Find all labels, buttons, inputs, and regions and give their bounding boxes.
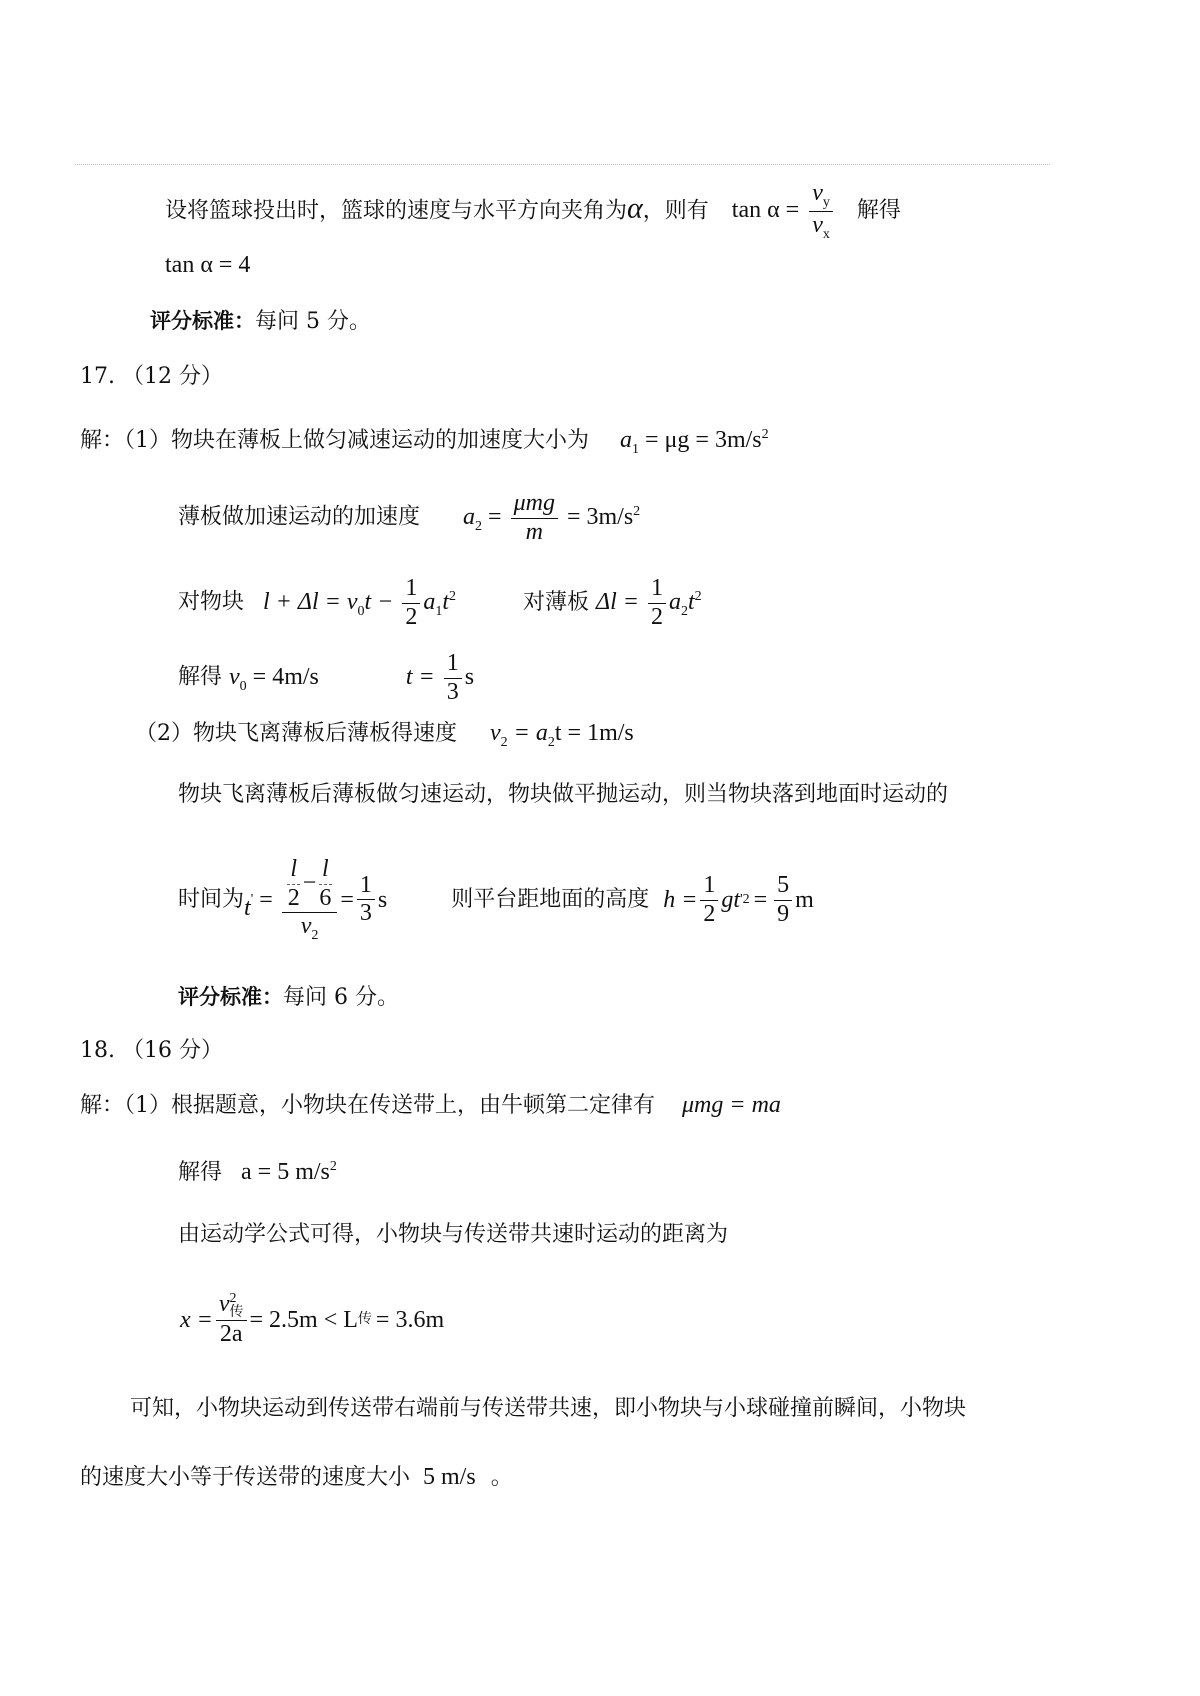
numerator: l — [319, 856, 332, 885]
fraction-half — [648, 575, 666, 631]
fraction-half — [402, 575, 420, 631]
period: 。 — [490, 1465, 513, 1490]
velocity-ratio-fraction — [809, 180, 833, 243]
eq-rest: = 3m/s — [566, 503, 634, 530]
q18-conclusion-text-2 — [80, 1462, 513, 1493]
unit: s — [377, 886, 388, 913]
equals: = — [259, 886, 273, 913]
var: v — [218, 1291, 230, 1318]
eq-part: a — [423, 588, 436, 615]
q17-projectile-text: 物块飞离薄板后薄板做匀速运动，物块做平抛运动，则当物块落到地面时运动的 — [178, 782, 949, 807]
sub: 2 — [475, 518, 483, 534]
sub: 传 — [229, 1304, 244, 1320]
eq-part: t — [688, 588, 695, 615]
eq-plate — [596, 575, 702, 630]
vy-sub: y — [822, 194, 830, 210]
fraction — [216, 1291, 247, 1348]
equals: = — [340, 886, 354, 913]
eq-part: Δl = — [596, 588, 639, 615]
numerator: 5 — [774, 872, 792, 901]
numerator: 1 — [357, 872, 375, 901]
score-standard-16 — [150, 306, 371, 337]
text-line-angle-setup — [165, 180, 901, 243]
score-text: 每问 5 分。 — [255, 309, 371, 334]
q18-distance-equation — [180, 1285, 444, 1355]
eq-part: x = — [180, 1307, 213, 1333]
sup: 2 — [694, 588, 702, 604]
score-label: 评分标准： — [150, 309, 255, 333]
q17-plate-accel — [178, 490, 640, 546]
eq-rest: = 4m/s — [252, 663, 319, 690]
eq-a2 — [463, 490, 641, 545]
eq-part: gt — [721, 887, 741, 913]
line-text: 薄板做加速运动的加速度 — [178, 504, 421, 530]
line-text: 时间为 — [178, 887, 245, 912]
line-text: 对薄板 — [523, 589, 590, 615]
score-text: 每问 6 分。 — [283, 985, 399, 1010]
equals: = — [753, 887, 768, 913]
q18-kinematics-text: 由运动学公式可得，小物块与传送带共速时运动的距离为 — [178, 1222, 729, 1247]
line-text: 对物块 — [178, 589, 245, 615]
header-dotted-rule — [75, 164, 1050, 165]
denominator: 2a — [219, 1320, 243, 1347]
fraction-five-ninths — [774, 872, 792, 928]
q17-part1-accel-block — [80, 420, 769, 465]
denominator: 6 — [319, 884, 332, 911]
fraction-third — [357, 872, 375, 928]
sup: ' — [250, 891, 254, 907]
q18-solve-a — [178, 1152, 337, 1188]
denominator: 2 — [703, 900, 716, 927]
fraction-third — [444, 650, 462, 706]
eq-part: t — [442, 588, 450, 615]
eq-a — [241, 1159, 337, 1185]
eq-part: t − — [364, 588, 394, 615]
line-text: 设将篮球投出时，篮球的速度与水平方向夹角为 — [165, 198, 628, 224]
sub: 0 — [239, 678, 247, 694]
fraction — [285, 856, 303, 912]
fraction-half — [700, 872, 718, 928]
numerator: 1 — [700, 872, 718, 901]
line-text: 解得 — [178, 664, 223, 690]
sup: 2 — [449, 588, 457, 604]
question-18-heading: 18. （16 分） — [80, 1038, 223, 1063]
sub: 2 — [311, 927, 319, 943]
eq-v2 — [490, 720, 634, 750]
denominator: m — [525, 518, 543, 545]
q17-part2-plate-speed — [135, 718, 634, 758]
q17-block-plate-equations — [178, 575, 702, 631]
vx: v — [812, 211, 823, 238]
sup: 2 — [761, 427, 769, 442]
eq-a1 — [620, 427, 769, 457]
sub: 1 — [632, 441, 639, 457]
sub: 0 — [357, 603, 365, 619]
denominator: 3 — [446, 678, 459, 705]
numerator: l — [287, 856, 300, 885]
var: v — [300, 913, 312, 940]
eq-block — [263, 575, 457, 630]
tan-expression: tan α = — [731, 197, 800, 224]
vy: v — [812, 180, 823, 206]
minus: − — [302, 870, 317, 897]
line-text: 解：（1）物块在薄板上做匀减速运动的加速度大小为 — [80, 428, 589, 453]
numerator: μmg — [511, 490, 558, 519]
sub: 传 — [357, 1312, 372, 1327]
eq-newton: μmg = ma — [682, 1092, 781, 1118]
eq-part: = 3.6m — [375, 1307, 445, 1333]
denominator: 2 — [405, 603, 418, 630]
q18-conclusion-text: 可知，小物块运动到传送带右端前与传送带共速，即小物块与小球碰撞前瞬间，小物块 — [130, 1396, 967, 1421]
tan-alpha-result: tan α = 4 — [165, 252, 251, 278]
var: a — [620, 427, 632, 453]
line-text: 则平台距地面的高度 — [451, 887, 650, 912]
q17-solve-v0-t — [178, 650, 474, 706]
vx-sub: x — [822, 226, 830, 242]
sup: '2 — [740, 892, 750, 907]
question-17-heading: 17. （12 分） — [80, 364, 223, 389]
var: a — [463, 503, 476, 530]
line-text: ，则有 — [642, 198, 709, 224]
eq-part: h = — [663, 887, 698, 913]
sub: 2 — [547, 734, 555, 750]
unit: s — [464, 663, 475, 690]
score-standard-17 — [178, 982, 399, 1013]
line-text: 的速度大小等于传送带的速度大小 — [80, 1465, 411, 1490]
q18-part1-newton — [80, 1090, 781, 1121]
eq-part: = a — [513, 720, 548, 746]
eq-time — [244, 856, 387, 944]
fraction — [511, 490, 558, 546]
line-text: 解：（1）根据题意，小物块在传送带上，由牛顿第二定律有 — [80, 1093, 655, 1118]
eq-part: = 2.5m < L — [249, 1307, 358, 1333]
unit: m — [795, 887, 814, 913]
fraction — [316, 856, 334, 912]
denominator: 9 — [777, 900, 790, 927]
numerator: 1 — [444, 650, 462, 679]
eq-part: t = 1m/s — [554, 720, 634, 746]
eq-speed: 5 m/s — [423, 1464, 476, 1490]
eq-t — [405, 650, 475, 705]
eq-part: a — [669, 588, 681, 615]
denominator: 2 — [287, 884, 300, 911]
numerator: 1 — [648, 575, 666, 604]
sub: 1 — [435, 603, 443, 619]
q17-time-height — [178, 850, 814, 950]
var: v — [490, 720, 501, 746]
alpha-symbol: α — [627, 191, 643, 225]
eq-part: t = — [405, 663, 435, 690]
eq-v0 — [229, 663, 319, 694]
sub: 2 — [500, 734, 508, 750]
denominator: 2 — [651, 603, 663, 630]
sup: 2 — [229, 1290, 237, 1306]
var: t — [244, 894, 251, 921]
sub: 2 — [681, 603, 688, 619]
score-label: 评分标准： — [178, 985, 283, 1009]
eq-rest: = μg = 3m/s — [645, 427, 762, 453]
compound-fraction — [282, 856, 338, 944]
line-text: 解得 — [856, 198, 901, 224]
denominator: 3 — [359, 900, 372, 927]
sup: 2 — [633, 503, 641, 519]
sup: 2 — [329, 1159, 337, 1174]
numerator: 1 — [402, 575, 420, 604]
line-text: （2）物块飞离薄板后薄板得速度 — [135, 721, 457, 746]
equals: = — [488, 503, 502, 530]
eq-part: a = 5 m/s — [241, 1159, 330, 1185]
eq-part: l + Δl = v — [263, 588, 358, 615]
line-text: 解得 — [178, 1160, 223, 1185]
var: v — [229, 663, 240, 690]
eq-height — [663, 872, 814, 928]
